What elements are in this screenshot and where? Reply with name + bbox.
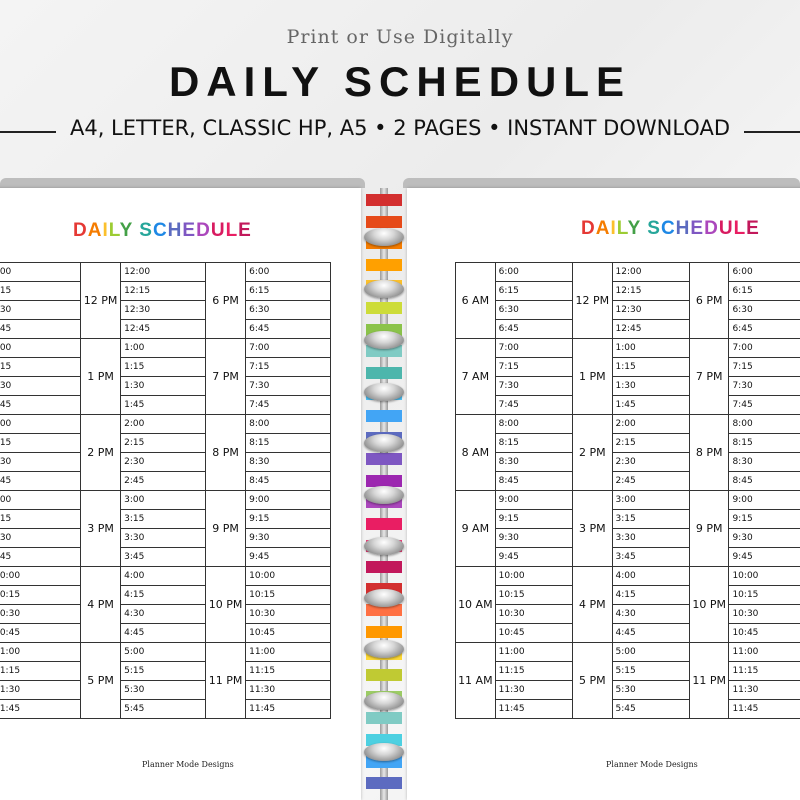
time-slot[interactable]: 45 (0, 320, 80, 339)
color-tab[interactable] (366, 475, 402, 487)
color-tab[interactable] (366, 216, 402, 228)
time-slot[interactable]: 1:00 (0, 643, 80, 662)
time-slot[interactable]: 3:30 (612, 529, 689, 548)
time-slot[interactable]: 30 (0, 529, 80, 548)
table-row (0, 453, 331, 472)
time-slot[interactable]: 7:30 (495, 377, 572, 396)
table-row (456, 700, 800, 719)
time-slot[interactable]: 15 (0, 434, 80, 453)
title-letter: S (647, 218, 661, 239)
table-row (0, 700, 331, 719)
table-row (0, 662, 331, 681)
table-row (456, 415, 800, 434)
time-slot[interactable]: 7:15 (729, 358, 800, 377)
time-slot[interactable]: 5:15 (121, 662, 206, 681)
title-letter: D (581, 218, 596, 239)
title-letter: H (675, 218, 691, 239)
time-slot[interactable]: 00 (0, 415, 80, 434)
table-row (456, 339, 800, 358)
hour-label: 3 PM (80, 491, 120, 567)
title-letter: E (182, 220, 197, 241)
binder-ring (364, 692, 404, 710)
time-slot[interactable]: 10:15 (495, 586, 572, 605)
hour-label: 7 PM (690, 339, 729, 415)
table-row (456, 567, 800, 586)
table-row (456, 529, 800, 548)
table-row (0, 624, 331, 643)
time-slot[interactable]: 5:00 (612, 643, 689, 662)
time-slot[interactable]: 0:00 (0, 567, 80, 586)
divider-right (744, 131, 800, 133)
title-letter: L (733, 218, 747, 239)
right-page-title (581, 218, 760, 240)
time-slot[interactable]: 5:15 (612, 662, 689, 681)
table-row (0, 491, 331, 510)
table-row (456, 377, 800, 396)
hour-label: 12 PM (573, 263, 612, 339)
time-slot[interactable]: 15 (0, 282, 80, 301)
table-row (0, 605, 331, 624)
time-slot[interactable]: 0:15 (0, 586, 80, 605)
time-slot[interactable]: 11:30 (246, 681, 331, 700)
time-slot[interactable]: 10:15 (246, 586, 331, 605)
table-row (456, 282, 800, 301)
time-slot[interactable]: 9:30 (495, 529, 572, 548)
binder-ring (364, 589, 404, 607)
time-slot[interactable]: 3:00 (612, 491, 689, 510)
time-slot[interactable]: 8:00 (495, 415, 572, 434)
table-row (0, 339, 331, 358)
table-row (0, 681, 331, 700)
time-slot[interactable]: 7:45 (495, 396, 572, 415)
table-row (0, 320, 331, 339)
hour-label: 9 PM (690, 491, 729, 567)
hour-label: 9 PM (205, 491, 245, 567)
hour-label: 8 PM (690, 415, 729, 491)
right-page (407, 188, 800, 800)
table-row (0, 586, 331, 605)
time-slot[interactable]: 9:15 (246, 510, 331, 529)
table-row (456, 510, 800, 529)
hour-label: 10 PM (690, 567, 729, 643)
header-subtitle: Print or Use Digitally (286, 26, 514, 48)
time-slot[interactable]: 11:15 (246, 662, 331, 681)
time-slot[interactable]: 7:00 (495, 339, 572, 358)
hour-label: 7 PM (205, 339, 245, 415)
table-row (0, 529, 331, 548)
time-slot[interactable]: 8:15 (246, 434, 331, 453)
binder-ring (364, 331, 404, 349)
title-letter: S (139, 220, 153, 241)
title-letter: I (102, 220, 109, 241)
table-row (0, 415, 331, 434)
left-footer: Planner Mode Designs (142, 760, 234, 769)
time-slot[interactable]: 4:15 (121, 586, 206, 605)
binder-ring (364, 383, 404, 401)
time-slot[interactable]: 30 (0, 377, 80, 396)
time-slot[interactable]: 00 (0, 339, 80, 358)
table-row (0, 472, 331, 491)
time-slot[interactable]: 10:30 (495, 605, 572, 624)
hour-label: 7 AM (456, 339, 496, 415)
title-letter: A (595, 218, 611, 239)
time-slot[interactable]: 0:45 (0, 624, 80, 643)
time-slot[interactable]: 6:45 (729, 320, 800, 339)
header-title: DAILY SCHEDULE (168, 58, 632, 105)
time-slot[interactable]: 8:30 (495, 453, 572, 472)
time-slot[interactable]: 6:30 (246, 301, 331, 320)
time-slot[interactable]: 8:45 (246, 472, 331, 491)
time-slot[interactable]: 10:30 (246, 605, 331, 624)
time-slot[interactable]: 7:00 (246, 339, 331, 358)
formats-text: A4, LETTER, CLASSIC HP, A5 • 2 PAGES • INSTANT DOWNLOAD (69, 116, 730, 140)
table-row (0, 301, 331, 320)
table-row (0, 263, 331, 282)
color-tab[interactable] (366, 410, 402, 422)
time-slot[interactable]: 2:15 (612, 434, 689, 453)
time-slot[interactable]: 1:30 (121, 377, 206, 396)
table-row (456, 605, 800, 624)
time-slot[interactable]: 8:15 (495, 434, 572, 453)
hour-label: 11 AM (456, 643, 496, 719)
title-letter: D (73, 220, 88, 241)
left-schedule-grid (0, 262, 331, 719)
time-slot[interactable]: 0:30 (0, 605, 80, 624)
hour-label: 2 PM (573, 415, 612, 491)
time-slot[interactable]: 1:15 (0, 662, 80, 681)
time-slot[interactable]: 6:30 (495, 301, 572, 320)
time-slot[interactable]: 11:30 (729, 681, 800, 700)
time-slot[interactable]: 10:00 (729, 567, 800, 586)
hour-label: 11 PM (205, 643, 245, 719)
binder-ring (364, 537, 404, 555)
time-slot[interactable]: 9:15 (495, 510, 572, 529)
title-letter: I (610, 218, 617, 239)
color-tab[interactable] (366, 302, 402, 314)
table-row (456, 491, 800, 510)
hour-label: 10 AM (456, 567, 496, 643)
hour-label: 4 PM (573, 567, 612, 643)
time-slot[interactable]: 8:00 (729, 415, 800, 434)
table-row (0, 282, 331, 301)
time-slot[interactable]: 9:45 (495, 548, 572, 567)
time-slot[interactable]: 6:00 (495, 263, 572, 282)
table-row (456, 662, 800, 681)
time-slot[interactable]: 11:15 (729, 662, 800, 681)
time-slot[interactable]: 12:30 (121, 301, 206, 320)
hour-label: 8 AM (456, 415, 496, 491)
time-slot[interactable]: 12:30 (612, 301, 689, 320)
title-letter: A (87, 220, 103, 241)
time-slot[interactable]: 7:30 (729, 377, 800, 396)
hour-label: 2 PM (80, 415, 120, 491)
time-slot[interactable]: 11:00 (246, 643, 331, 662)
title-letter: E (746, 218, 760, 239)
time-slot[interactable]: 6:45 (495, 320, 572, 339)
time-slot[interactable]: 4:15 (612, 586, 689, 605)
time-slot[interactable]: 12:00 (121, 263, 206, 282)
table-row (456, 301, 800, 320)
table-row (0, 434, 331, 453)
header-formats (0, 116, 800, 146)
hour-label: 1 PM (80, 339, 120, 415)
time-slot[interactable]: 4:45 (612, 624, 689, 643)
time-slot[interactable]: 2:45 (121, 472, 206, 491)
time-slot[interactable]: 6:15 (495, 282, 572, 301)
title-letter: C (152, 220, 168, 241)
time-slot[interactable]: 9:30 (729, 529, 800, 548)
time-slot[interactable]: 5:30 (121, 681, 206, 700)
time-slot[interactable]: 7:00 (729, 339, 800, 358)
color-tab[interactable] (366, 777, 402, 789)
table-row (0, 643, 331, 662)
time-slot[interactable]: 30 (0, 301, 80, 320)
table-row (456, 320, 800, 339)
time-slot[interactable]: 10:00 (495, 567, 572, 586)
time-slot[interactable]: 11:30 (495, 681, 572, 700)
book-edge-left (0, 178, 365, 188)
color-tab[interactable] (366, 367, 402, 379)
binder-ring (364, 743, 404, 761)
time-slot[interactable]: 2:45 (612, 472, 689, 491)
table-row (456, 586, 800, 605)
time-slot[interactable]: 11:45 (729, 700, 800, 719)
hour-label: 1 PM (573, 339, 612, 415)
color-tab[interactable] (366, 453, 402, 465)
time-slot[interactable]: 2:15 (121, 434, 206, 453)
time-slot[interactable]: 1:00 (121, 339, 206, 358)
table-row (0, 510, 331, 529)
hour-label: 5 PM (80, 643, 120, 719)
time-slot[interactable]: 6:45 (246, 320, 331, 339)
table-row (456, 434, 800, 453)
time-slot[interactable]: 9:15 (729, 510, 800, 529)
time-slot[interactable]: 6:00 (246, 263, 331, 282)
time-slot[interactable]: 2:30 (612, 453, 689, 472)
left-page (0, 188, 361, 800)
hour-label: 8 PM (205, 415, 245, 491)
color-tab[interactable] (366, 561, 402, 573)
hour-label: 6 AM (456, 263, 496, 339)
time-slot[interactable]: 10:30 (729, 605, 800, 624)
time-slot[interactable]: 11:15 (495, 662, 572, 681)
time-slot[interactable]: 10:45 (729, 624, 800, 643)
title-letter: L (225, 220, 239, 241)
time-slot[interactable]: 12:45 (121, 320, 206, 339)
time-slot[interactable]: 10:15 (729, 586, 800, 605)
table-row (456, 263, 800, 282)
hour-label: 10 PM (205, 567, 245, 643)
time-slot[interactable]: 45 (0, 548, 80, 567)
table-row (456, 548, 800, 567)
title-letter: Y (627, 218, 641, 239)
color-tab[interactable] (366, 712, 402, 724)
time-slot[interactable]: 6:30 (729, 301, 800, 320)
time-slot[interactable]: 1:15 (121, 358, 206, 377)
time-slot[interactable]: 9:30 (246, 529, 331, 548)
divider-left (0, 131, 56, 133)
time-slot[interactable]: 5:00 (121, 643, 206, 662)
time-slot[interactable]: 3:15 (121, 510, 206, 529)
time-slot[interactable]: 8:30 (729, 453, 800, 472)
title-letter: U (210, 220, 226, 241)
time-slot[interactable]: 45 (0, 472, 80, 491)
time-slot[interactable]: 12:15 (121, 282, 206, 301)
hour-label: 11 PM (690, 643, 729, 719)
table-row (456, 643, 800, 662)
time-slot[interactable]: 4:00 (121, 567, 206, 586)
right-schedule-grid (455, 262, 800, 719)
time-slot[interactable]: 45 (0, 396, 80, 415)
time-slot[interactable]: 11:00 (729, 643, 800, 662)
table-row (456, 453, 800, 472)
time-slot[interactable]: 5:45 (121, 700, 206, 719)
time-slot[interactable]: 7:15 (246, 358, 331, 377)
time-slot[interactable]: 3:00 (121, 491, 206, 510)
time-slot[interactable]: 8:45 (495, 472, 572, 491)
time-slot[interactable]: 1:30 (0, 681, 80, 700)
time-slot[interactable]: 12:45 (612, 320, 689, 339)
color-tab[interactable] (366, 626, 402, 638)
time-slot[interactable]: 9:45 (246, 548, 331, 567)
time-slot[interactable]: 2:00 (121, 415, 206, 434)
time-slot[interactable]: 3:45 (612, 548, 689, 567)
time-slot[interactable]: 15 (0, 358, 80, 377)
time-slot[interactable]: 4:45 (121, 624, 206, 643)
table-row (0, 377, 331, 396)
time-slot[interactable]: 8:00 (246, 415, 331, 434)
color-tab[interactable] (366, 194, 402, 206)
time-slot[interactable]: 2:30 (121, 453, 206, 472)
binder-ring (364, 434, 404, 452)
table-row (0, 567, 331, 586)
time-slot[interactable]: 9:00 (246, 491, 331, 510)
time-slot[interactable]: 4:00 (612, 567, 689, 586)
time-slot[interactable]: 11:00 (495, 643, 572, 662)
time-slot[interactable]: 15 (0, 510, 80, 529)
title-letter: L (108, 220, 120, 241)
time-slot[interactable]: 10:45 (495, 624, 572, 643)
hour-label: 4 PM (80, 567, 120, 643)
table-row (456, 358, 800, 377)
time-slot[interactable]: 8:15 (729, 434, 800, 453)
binder-ring (364, 228, 404, 246)
hour-label: 6 PM (690, 263, 729, 339)
table-row (456, 681, 800, 700)
time-slot[interactable]: 12:15 (612, 282, 689, 301)
time-slot[interactable]: 1:00 (612, 339, 689, 358)
table-row (0, 548, 331, 567)
time-slot[interactable]: 10:45 (246, 624, 331, 643)
left-page-title (73, 220, 252, 242)
time-slot[interactable]: 3:30 (121, 529, 206, 548)
hour-label: 6 PM (205, 263, 245, 339)
table-row (0, 396, 331, 415)
time-slot[interactable]: 5:30 (612, 681, 689, 700)
time-slot[interactable]: 8:45 (729, 472, 800, 491)
time-slot[interactable]: 6:15 (246, 282, 331, 301)
time-slot[interactable]: 11:45 (246, 700, 331, 719)
color-tab[interactable] (366, 518, 402, 530)
hour-label: 5 PM (573, 643, 612, 719)
table-row (456, 396, 800, 415)
time-slot[interactable]: 1:30 (612, 377, 689, 396)
hour-label: 3 PM (573, 491, 612, 567)
binder-ring (364, 640, 404, 658)
color-tab[interactable] (366, 259, 402, 271)
title-letter: Y (119, 220, 133, 241)
color-tab[interactable] (366, 669, 402, 681)
time-slot[interactable]: 1:45 (121, 396, 206, 415)
binder-ring (364, 280, 404, 298)
title-letter: D (704, 218, 719, 239)
time-slot[interactable]: 7:30 (246, 377, 331, 396)
hour-label: 9 AM (456, 491, 496, 567)
table-row (456, 472, 800, 491)
time-slot[interactable]: 9:00 (495, 491, 572, 510)
binder-spine (361, 188, 407, 800)
title-letter: H (167, 220, 183, 241)
time-slot[interactable]: 6:00 (729, 263, 800, 282)
time-slot[interactable]: 12:00 (612, 263, 689, 282)
time-slot[interactable]: 4:30 (121, 605, 206, 624)
time-slot[interactable]: 7:45 (729, 396, 800, 415)
table-row (456, 624, 800, 643)
time-slot[interactable]: 11:45 (495, 700, 572, 719)
time-slot[interactable]: 3:45 (121, 548, 206, 567)
book-edge-right (403, 178, 800, 188)
time-slot[interactable]: 2:00 (612, 415, 689, 434)
time-slot[interactable]: 9:45 (729, 548, 800, 567)
right-footer: Planner Mode Designs (606, 760, 698, 769)
table-row (0, 358, 331, 377)
title-letter: E (690, 218, 705, 239)
title-letter: D (196, 220, 211, 241)
time-slot[interactable]: 1:45 (0, 700, 80, 719)
time-slot[interactable]: 4:30 (612, 605, 689, 624)
time-slot[interactable]: 30 (0, 453, 80, 472)
time-slot[interactable]: 10:00 (246, 567, 331, 586)
time-slot[interactable]: 00 (0, 263, 80, 282)
time-slot[interactable]: 00 (0, 491, 80, 510)
time-slot[interactable]: 5:45 (612, 700, 689, 719)
time-slot[interactable]: 7:15 (495, 358, 572, 377)
title-letter: L (616, 218, 628, 239)
binder-ring (364, 486, 404, 504)
time-slot[interactable]: 9:00 (729, 491, 800, 510)
time-slot[interactable]: 6:15 (729, 282, 800, 301)
time-slot[interactable]: 1:45 (612, 396, 689, 415)
title-letter: E (238, 220, 252, 241)
time-slot[interactable]: 1:15 (612, 358, 689, 377)
time-slot[interactable]: 3:15 (612, 510, 689, 529)
hour-label: 12 PM (80, 263, 120, 339)
title-letter: C (660, 218, 676, 239)
time-slot[interactable]: 7:45 (246, 396, 331, 415)
title-letter: U (718, 218, 734, 239)
time-slot[interactable]: 8:30 (246, 453, 331, 472)
